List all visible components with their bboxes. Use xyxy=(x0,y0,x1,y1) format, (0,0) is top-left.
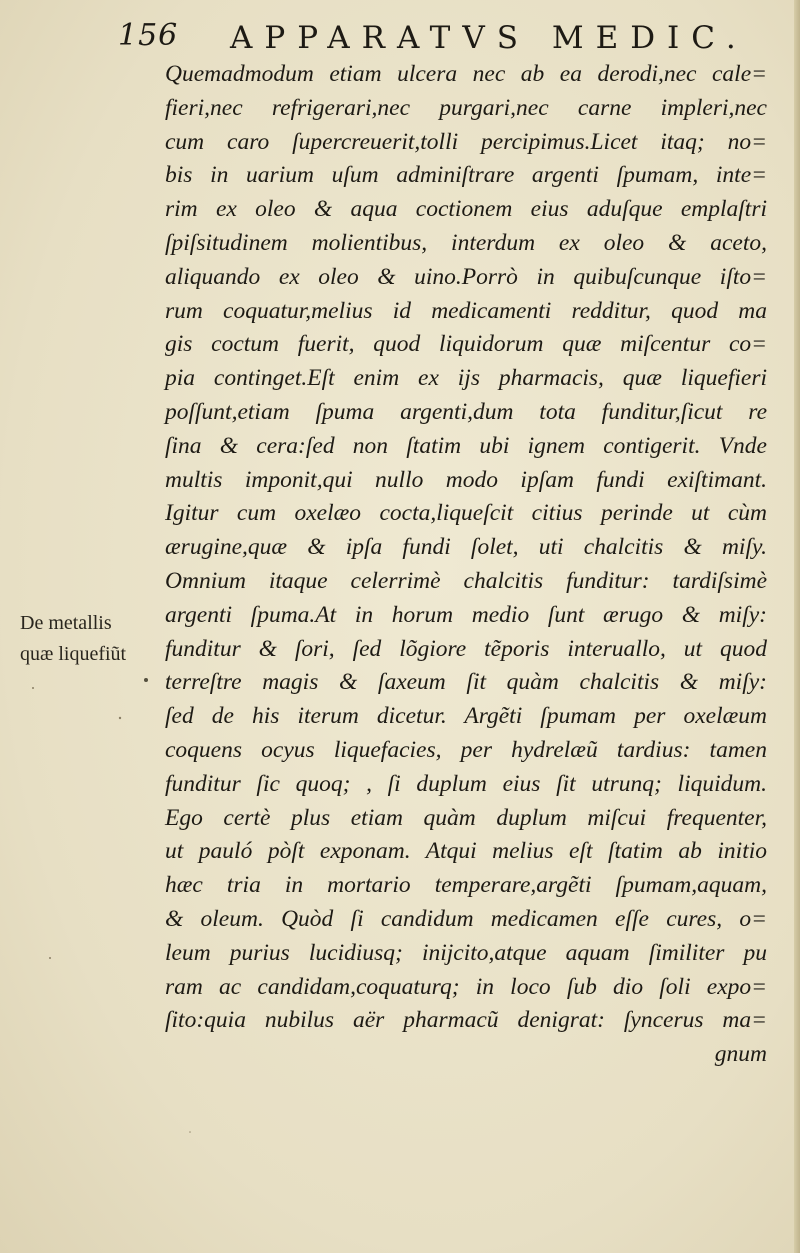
text-line: ſito:quia nubilus aër pharmacũ denigrat: ſyncerus ma= xyxy=(165,1007,767,1034)
text-line: multis imponit,qui nullo modo ipſam fundi exiſtimant. xyxy=(165,466,767,493)
text-line: Quemadmodum etiam ulcera nec ab ea derodi,nec cale= xyxy=(165,61,767,87)
text-line: cum caro ſupercreuerit,tolli percipimus.Licet itaq; no= xyxy=(165,128,767,155)
text-line: bis in uarium uſum adminiſtrare argenti ſpumam, inte= xyxy=(165,162,767,189)
text-line: gnum xyxy=(714,1041,767,1068)
text-line: rum coquatur,melius id medicamenti redditur, quod ma xyxy=(165,297,767,324)
page-edge xyxy=(794,0,800,1253)
text-line: argenti ſpuma.At in horum medio ſunt ærugo & miſy: xyxy=(165,601,767,628)
text-line: hæc tria in mortario temperare,argẽti ſpumam,aquam, xyxy=(165,872,767,899)
running-head: APPARATVS MEDIC. xyxy=(230,20,748,56)
text-line: ærugine,quæ & ipſa fundi ſolet, uti chalcitis & miſy. xyxy=(165,534,767,561)
text-line: rim ex oleo & aqua coctionem eius aduſque emplaſtri xyxy=(165,196,767,223)
text-line: Ego certè plus etiam quàm duplum miſcui frequenter, xyxy=(165,804,767,831)
text-line: funditur ſic quoq; , ſi duplum eius ſit utrunq; liquidum. xyxy=(165,770,767,797)
text-line: ſpiſsitudinem molientibus, interdum ex oleo & aceto, xyxy=(165,229,767,256)
text-line: Omnium itaque celerrimè chalcitis funditur: tardiſsimè xyxy=(165,567,767,594)
text-line: ut pauló pòſt exponam. Atqui melius eſt ſtatim ab initio xyxy=(165,838,767,865)
page-number: 156 xyxy=(118,18,179,53)
margin-note-line: quæ liquefiũt xyxy=(20,643,127,665)
text-line: & oleum. Quòd ſi candidum medicamen eſſe cures, o= xyxy=(165,905,767,932)
body-text xyxy=(165,58,767,1072)
text-line: funditur & ſori, ſed lõgiore tẽporis interuallo, ut quod xyxy=(165,635,767,662)
text-line: ram ac candidam,coquaturq; in loco ſub dio ſoli expo= xyxy=(165,973,767,1000)
text-line: ſed de his iterum dicetur. Argẽti ſpumam per oxelæum xyxy=(165,703,767,730)
text-line: fieri,nec refrigerari,nec purgari,nec carne impleri,nec xyxy=(165,94,767,121)
text-line: gis coctum fuerit, quod liquidorum quæ miſcentur co= xyxy=(165,331,767,358)
text-line: poſſunt,etiam ſpuma argenti,dum tota funditur,ſicut re xyxy=(165,398,767,425)
text-line: pia continget.Eſt enim ex ijs pharmacis, quæ liquefieri xyxy=(165,365,767,392)
page-header xyxy=(118,12,748,56)
margin-note xyxy=(20,608,170,670)
text-line: aliquando ex oleo & uino.Porrò in quibuſcunque iſto= xyxy=(165,263,767,290)
text-line: Igitur cum oxelæo cocta,liqueſcit citius perinde ut cùm xyxy=(165,500,767,527)
text-line: ſina & cera:ſed non ſtatim ubi ignem contigerit. Vnde xyxy=(165,432,767,459)
text-line: coquens ocyus liquefacies, per hydrelæũ tardius: tamen xyxy=(165,736,767,763)
margin-note-line: De metallis xyxy=(20,612,112,634)
text-line: terreſtre magis & ſaxeum ſit quàm chalcitis & miſy: xyxy=(165,669,767,696)
text-line: leum purius lucidiusq; inijcito,atque aquam ſimiliter pu xyxy=(165,939,767,966)
